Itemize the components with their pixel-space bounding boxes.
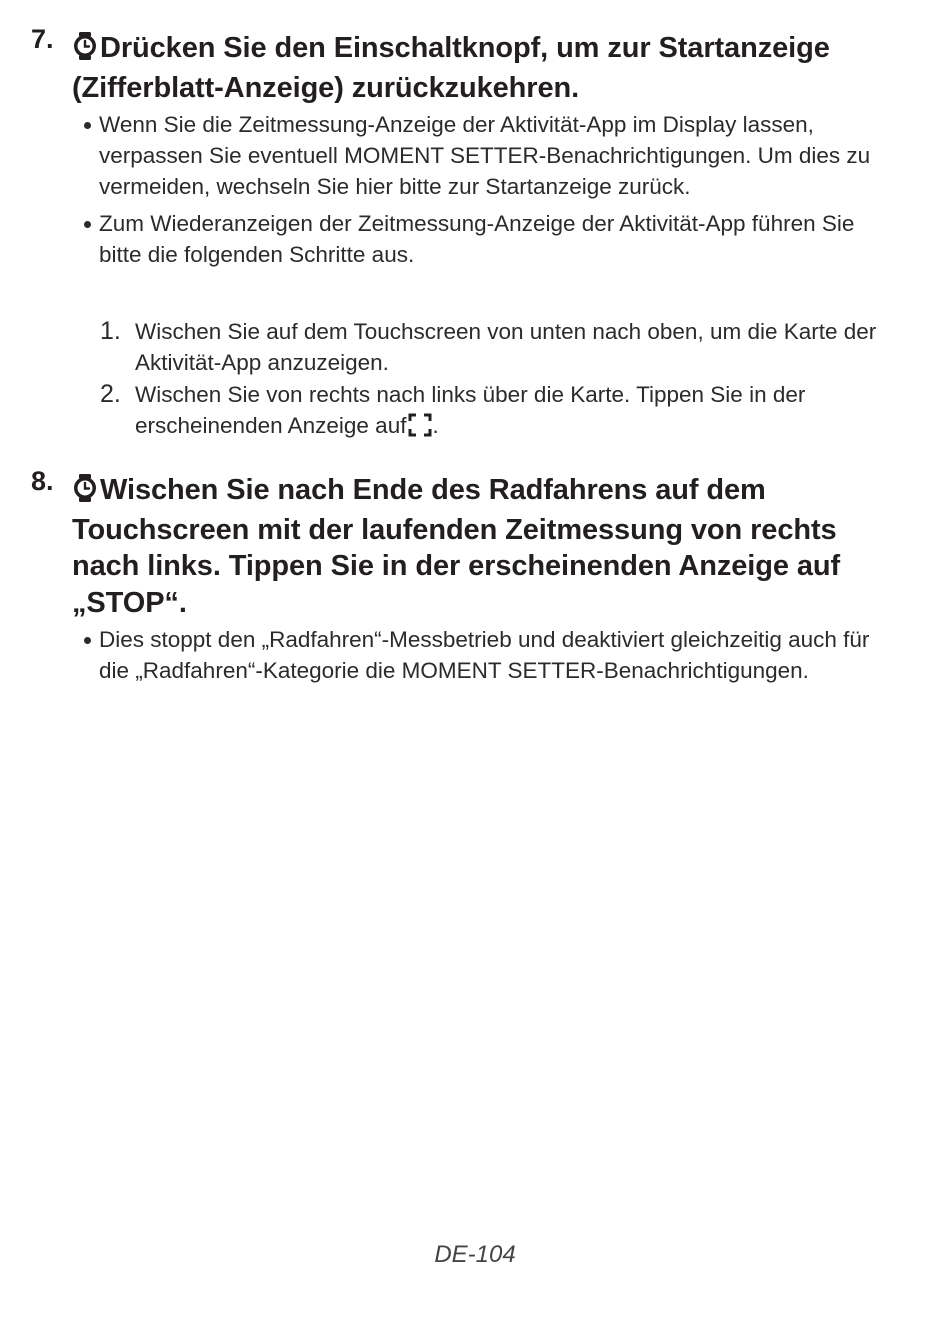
watch-icon: [72, 32, 98, 70]
step-number: 7.: [31, 24, 54, 54]
step-title: [72, 472, 902, 621]
bullet-list: [82, 624, 902, 692]
step-number: 8.: [31, 466, 54, 496]
substep-text-end: .: [432, 413, 439, 438]
substep-list: [100, 316, 900, 445]
expand-frame-icon: [408, 413, 432, 445]
substep-text: Wischen Sie von rechts nach links über die Karte. Tippen Sie in der erscheinenden Anzeige auf: [135, 382, 806, 438]
bullet-item: Zum Wiederanzeigen der Zeitmessung-Anzeige der Aktivität-App führen Sie bitte die folgenden Schritte aus.: [82, 208, 902, 270]
step-title-text: Drücken Sie den Einschaltknopf, um zur Startanzeige (Zifferblatt-Anzeige) zurückzukehren.: [72, 32, 830, 104]
step-title-text: Wischen Sie nach Ende des Radfahrens auf dem Touchscreen mit der laufenden Zeitmessung von rechts nach links. Tippen Sie in der erscheinenden Anzeige auf „STOP“.: [72, 474, 841, 619]
bullet-list: [82, 109, 902, 276]
substep-number: 1.: [100, 317, 121, 345]
watch-icon: [72, 474, 98, 512]
step-title: [72, 30, 902, 106]
substep-item: [100, 379, 900, 445]
substep-text: Wischen Sie auf dem Touchscreen von unten nach oben, um die Karte der Aktivität-App anzuzeigen.: [135, 319, 877, 375]
bullet-item: Dies stoppt den „Radfahren“-Messbetrieb und deaktiviert gleichzeitig auch für die „Radfahren“-Kategorie die MOMENT SETTER-Benachrichtigungen.: [82, 624, 902, 686]
substep-item: [100, 316, 900, 378]
bullet-item: Wenn Sie die Zeitmessung-Anzeige der Aktivität-App im Display lassen, verpassen Sie eventuell MOMENT SETTER-Benachrichtigungen. Um dies zu vermeiden, wechseln Sie hier bitte zur Startanzeige zurück.: [82, 109, 902, 202]
page-number: DE-104: [434, 1241, 516, 1268]
substep-number: 2.: [100, 380, 121, 408]
